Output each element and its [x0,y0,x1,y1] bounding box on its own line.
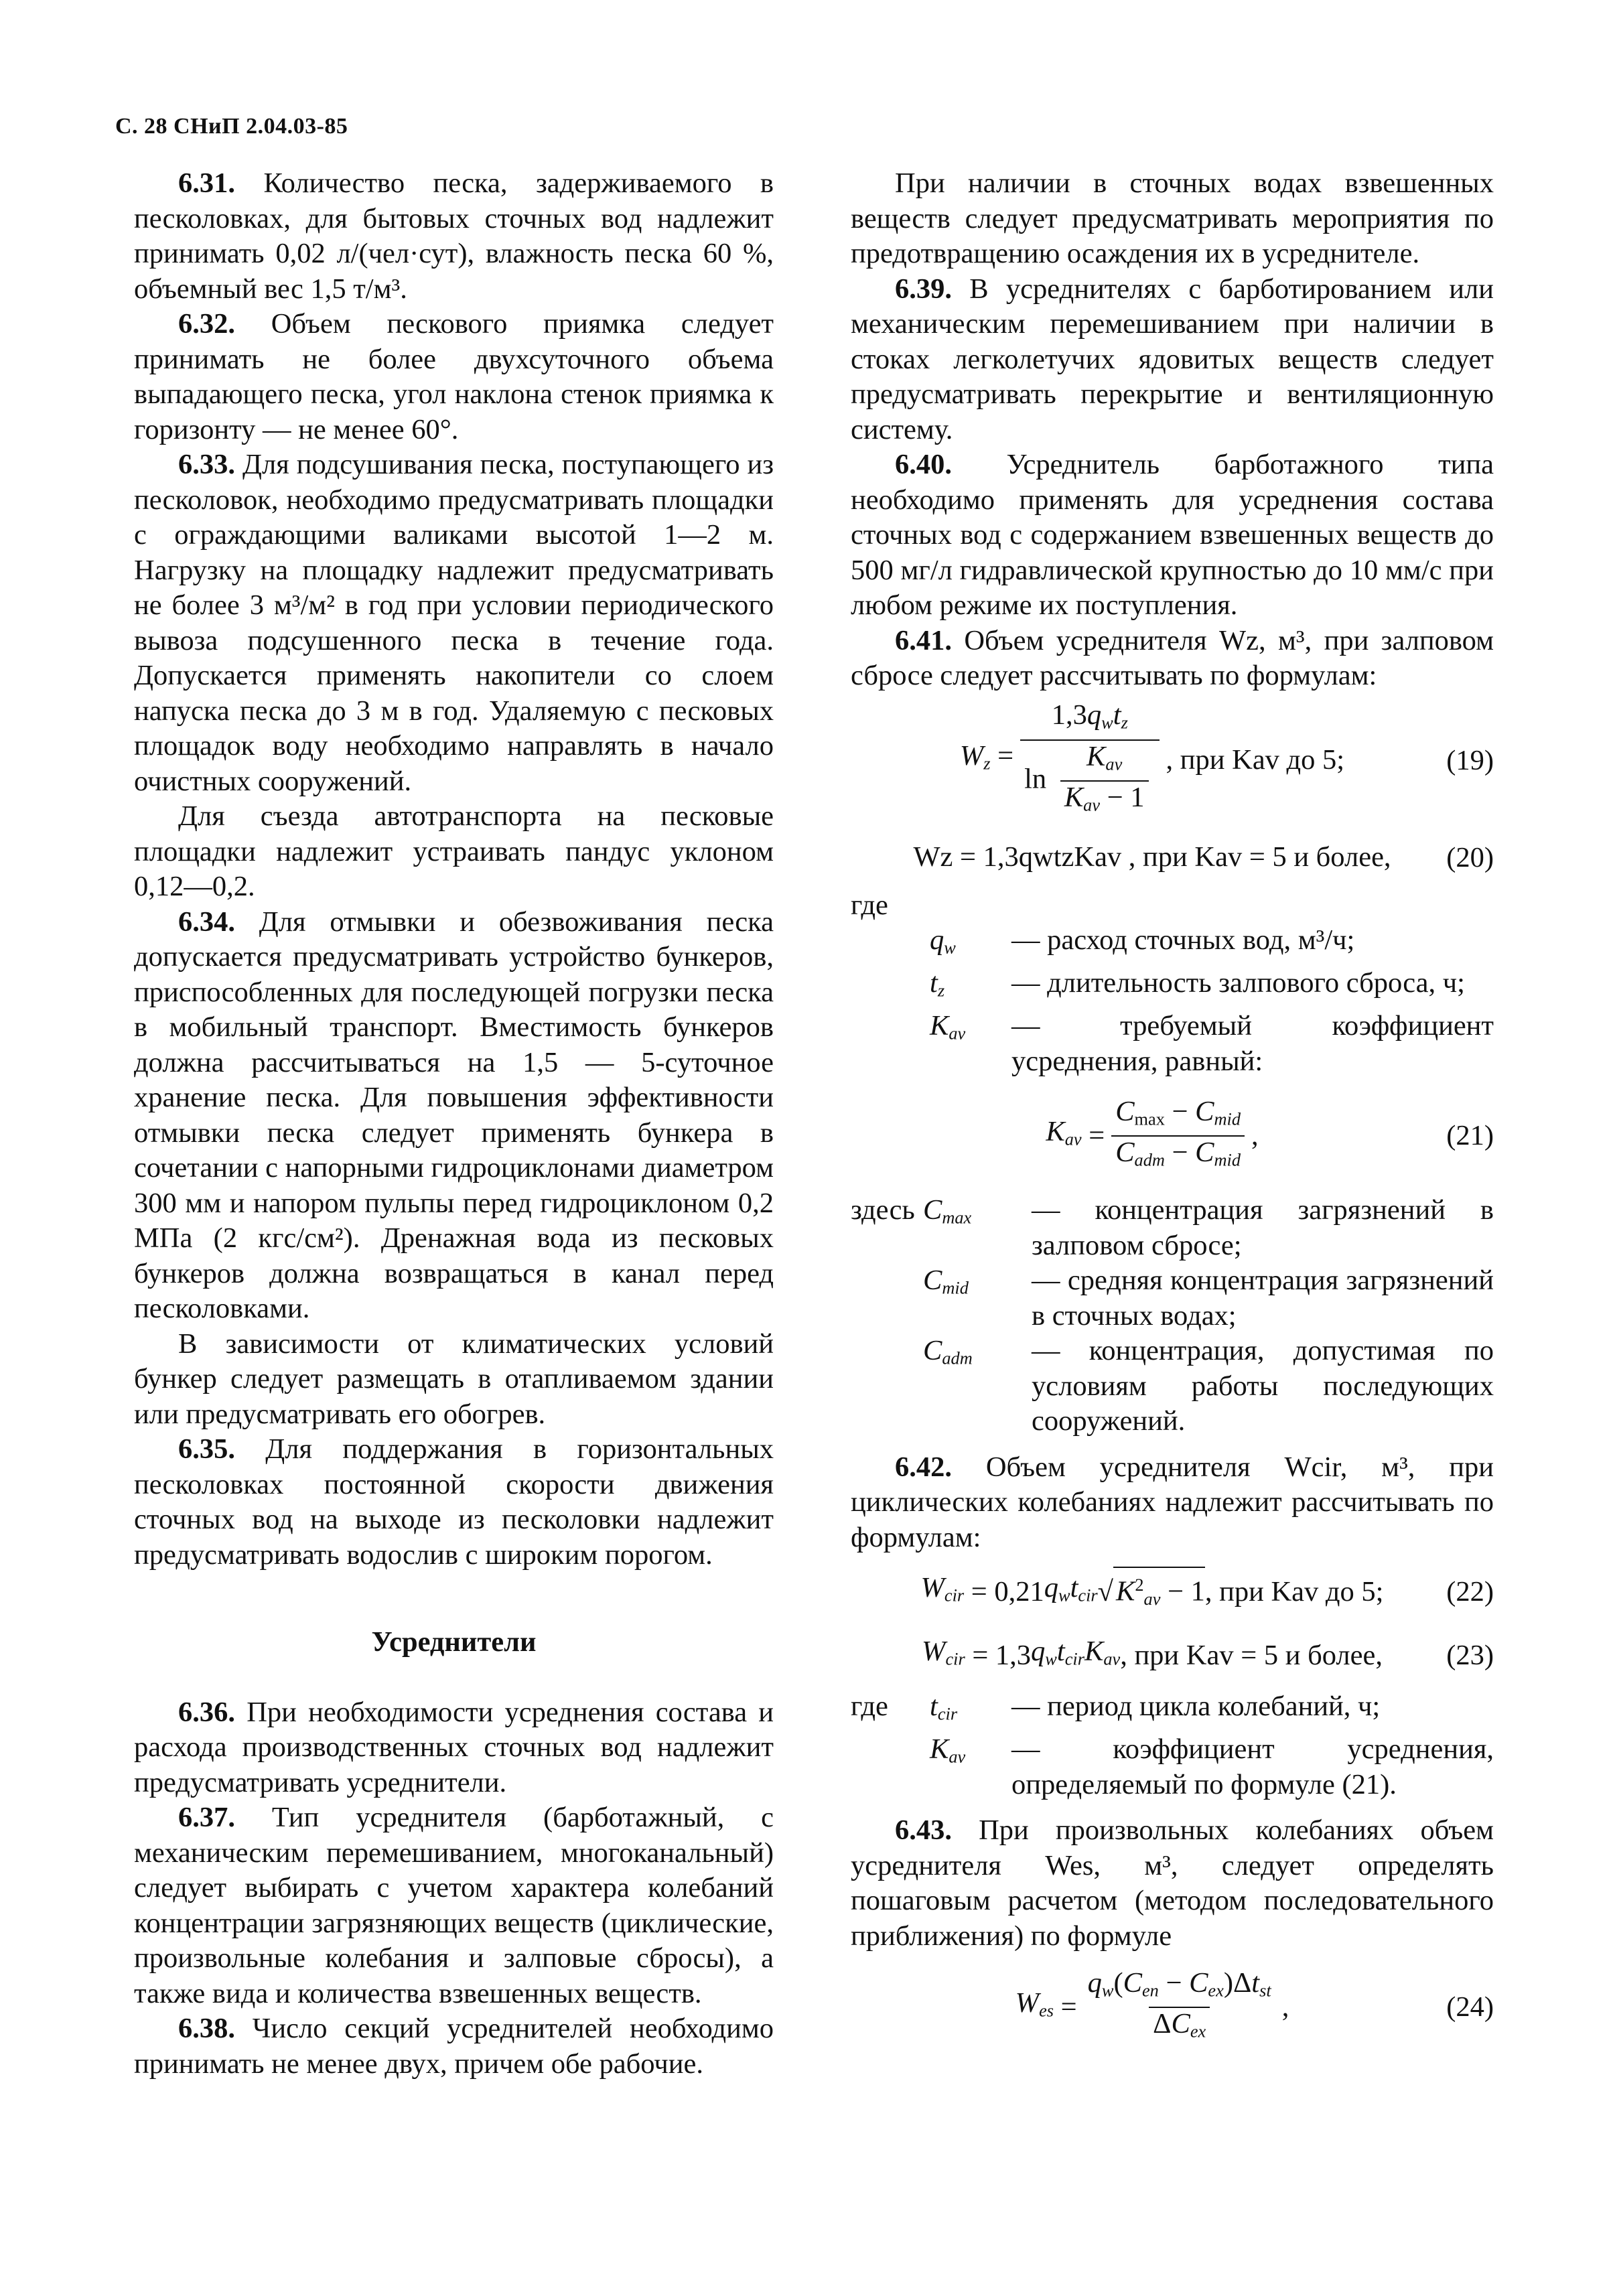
clause-text: Объем усреднителя Wcir, м³, при циклических колебаниях надлежит рассчитывать по формулам: [851,1451,1494,1553]
clause-number: 6.40. [895,449,952,480]
definition: — средняя концентрация загрязнений в сточных водах; [1032,1265,1494,1332]
clause-6-38 [134,2011,774,2082]
definition: — период цикла колебаний, ч; [1011,1691,1381,1723]
left-column [134,166,774,2082]
formula-body: $W_{cir}$ = 0,21 $q_wt_{cir}$ √ $K^2_{av} - 1$ , при Kav до 5; [878,1555,1427,1629]
right-column [851,166,1494,2061]
clause-text: Для подсушивания песка, поступающего из песколовок, необходимо предусматривать площадки с ограждающими валиками высотой 1—2 м. Нагрузку на площадку надлежит предусматривать не более 3 м³/м² в год при условии периодического вывоза подсушенного песка в течение года. Допускается применять накопители со слоем напуска песка до 3 м в год. Удаляемую с песковых площадок воду необходимо направлять в начало очистных сооружений. [134,449,774,797]
symbol: $t_z$ [930,967,945,1001]
clause-number: 6.38. [178,2013,235,2044]
denominator: ln $\frac{K_{av}}{K_{av} - 1}$ [1020,739,1159,822]
formula-number: (23) [1446,1639,1494,1671]
formula-number: (21) [1446,1119,1494,1151]
fraction: $\frac{q_w(C_{en} - C_{ex})\Delta t_{st}}{\Delta C_{ex}}$ [1084,1967,1275,2048]
clause-number: 6.39. [895,273,952,305]
clause-6-38-cont: При наличии в сточных водах взвешенных веществ следует предусматривать мероприятия по предотвращению осаждения их в усреднителе. [851,167,1494,269]
symbol: $K_{av}$ [930,1733,966,1767]
formula-lhs: $W_z$ = [959,740,1014,774]
formula-19 [851,694,1494,828]
clause-6-35 [134,1432,774,1573]
clause-6-36 [134,1695,774,1801]
formula-body: $W_{es}$ = $\frac{q_w(C_{en} - C_{ex})\Delta t_{st}}{\Delta C_{ex}}$ , [878,1954,1427,2061]
clause-text: Тип усреднителя (барботажный, с механическим перемешиванием, многоканальный) следует выбирать с учетом характера колебаний концентрации загрязняющих веществ (циклические, произвольные колебания и залповые сбросы), а также вида и количества взвешенных веществ. [134,1802,774,2009]
formula-23 [851,1629,1494,1682]
definitions-list [851,888,1494,1080]
clause-number: 6.37. [178,1802,235,1833]
clause-6-37 [134,1800,774,2011]
formula-body: $K_{av}$ = $\frac{C_{max} - C_{mid}}{C_{adm} - C_{mid}}$ , [878,1079,1427,1193]
clause-6-34 [134,905,774,1327]
formula-number: (20) [1446,841,1494,873]
formula-condition: , при Kav до 5; [1166,744,1345,776]
clause-text: При необходимости усреднения состава и расхода производственных сточных вод надлежит предусматривать усреднители. [134,1696,774,1798]
clause-text: Число секций усреднителей необходимо принимать не менее двух, причем обе рабочие. [134,2013,774,2080]
page-header: С. 28 СНиП 2.04.03-85 [115,114,348,139]
formula-number: (19) [1446,744,1494,776]
here-label: здесь [851,1194,915,1226]
definition: — расход сточных вод, м³/ч; [1011,924,1355,956]
formula-number: (24) [1446,1991,1494,2023]
section-heading: Усреднители [371,1626,537,1658]
clause-6-40 [851,447,1494,624]
clause-number: 6.34. [178,906,235,938]
clause-text: Для поддержания в горизонтальных песколовках постоянной скорости движения сточных вод на выходе из песколовки надлежит предусматривать водослив с широким порогом. [134,1433,774,1571]
clause-text: Объем усреднителя Wz, м³, при залповом сбросе следует рассчитывать по формулам: [851,624,1494,691]
where-label: где [851,1691,888,1723]
clause-6-42 [851,1450,1494,1556]
where-label: где [851,889,888,921]
clause-text: При произвольных колебаниях объем усреднителя Wes, м³, следует определять пошаговым расчетом (методом последовательного приближения) по формуле [851,1814,1494,1952]
definitions-list [851,1689,1494,1802]
clause-6-43 [851,1813,1494,1954]
clause-number: 6.35. [178,1433,235,1465]
clause-text: Количество песка, задерживаемого в песколовках, для бытовых сточных вод надлежит принимать 0,02 л/(чел·сут), влажность песка 60 %, объемный вес 1,5 т/м³. [134,167,774,305]
clause-number: 6.36. [178,1696,235,1728]
definition: — концентрация, допустимая по условиям работы последующих сооружений. [1032,1335,1494,1437]
clause-text: Для отмывки и обезвоживания песка допускается предусматривать устройство бункеров, приспособленных для последующей погрузки песка в мобильный транспорт. Вместимость бункеров должна рассчитываться на 1,5 — 5-суточное хранение песка. Для повышения эффективности отмывки песка следует применять бункера в сочетании с напорными гидроциклонами диаметром 300 мм и напором пульпы перед гидроциклоном 0,2 МПа (2 кгс/см²). Дренажная вода из песковых бункеров должна возвращаться в канал перед песколовками. [134,906,774,1324]
formula-22 [851,1555,1494,1629]
symbol: $t_{cir}$ [930,1691,958,1724]
definition: — коэффициент усреднения, определяемый по формуле (21). [1011,1733,1494,1800]
formula-condition: , при Kav = 5 и более, [1120,1639,1383,1671]
clause-number: 6.31. [178,167,235,199]
symbol: $C_{mid}$ [923,1265,969,1298]
clause-6-39 [851,272,1494,448]
symbol: $C_{adm}$ [923,1335,973,1368]
clause-6-31 [134,166,774,307]
symbol: $q_w$ [930,924,956,958]
formula-body: Wz = 1,3qwtzKav , при Kav = 5 и более, [913,841,1391,873]
definition: — требуемый коэффициент усреднения, равный: [1011,1010,1494,1077]
clause-text: В усреднителях с барботированием или механическим перемешиванием при наличии в стоках легколетучих ядовитых веществ следует предусматривать перекрытие и вентиляционную систему. [851,273,1494,445]
symbol: $K_{av}$ [930,1010,966,1044]
clause-number: 6.32. [178,308,235,340]
formula-condition: , при Kav до 5; [1204,1575,1384,1607]
symbol: $C_{max}$ [923,1194,972,1228]
formula-21 [851,1079,1494,1193]
definition: — длительность залпового сброса, ч; [1011,967,1465,999]
formula-20 [851,828,1494,888]
clause-6-34-cont: В зависимости от климатических условий бункер следует размещать в отапливаемом здании или предусматривать его обогрев. [134,1328,774,1430]
clause-number: 6.43. [895,1814,952,1847]
numerator: $1,3q_wt_z$ [1051,699,1128,733]
formula-body [878,694,1427,828]
clause-6-32 [134,307,774,447]
clause-text: Объем пескового приямка следует принимать не более двухсуточного объема выпадающего песка, угол наклона стенок приямка к горизонту — не менее 60°. [134,308,774,445]
clause-6-41 [851,624,1494,694]
clause-6-33 [134,447,774,799]
definition: — концентрация загрязнений в залповом сбросе; [1032,1194,1494,1261]
formula-body: $W_{cir}$ = 1,3 $q_wt_{cir}K_{av}$ , при Kav = 5 и более, [878,1629,1427,1682]
fraction [1020,699,1159,822]
formula-number: (22) [1446,1575,1494,1607]
inner-fraction: $\frac{K_{av}}{K_{av} - 1}$ [1060,741,1149,822]
formula-24 [851,1954,1494,2061]
clause-text: Усреднитель барботажного типа необходимо применять для усреднения состава сточных вод с содержанием взвешенных веществ до 500 мг/л гидравлической крупностью до 10 мм/с при любом режиме их поступления. [851,449,1494,621]
clause-number: 6.41. [895,624,952,656]
clause-6-33-cont: Для съезда автотранспорта на песковые площадки надлежит устраивать пандус уклоном 0,12—0,2. [134,800,774,902]
definitions-list [851,1193,1494,1439]
clause-number: 6.42. [895,1451,952,1483]
clause-number: 6.33. [178,449,235,480]
fraction: $\frac{C_{max} - C_{mid}}{C_{adm} - C_{mid}}$ [1111,1096,1245,1177]
